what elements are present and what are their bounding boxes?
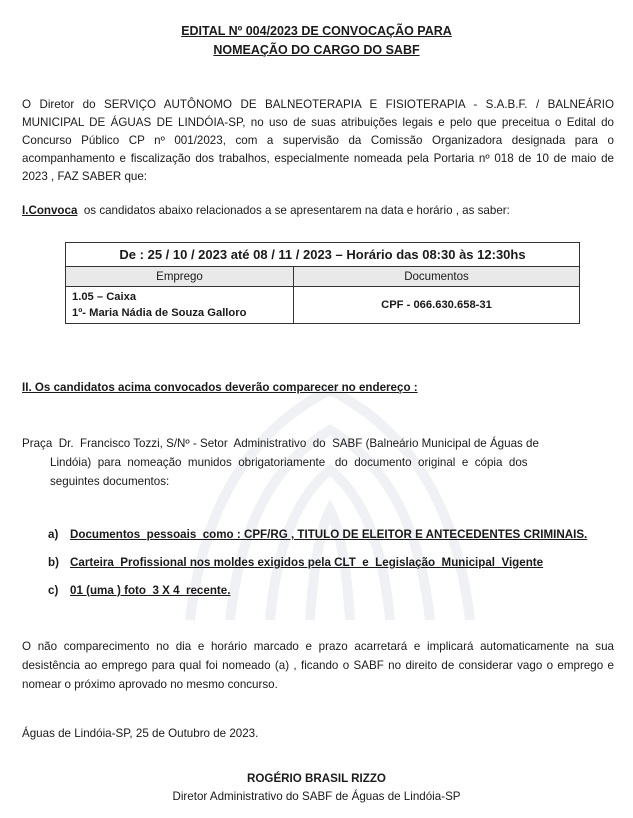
item-letter: b) xyxy=(48,556,59,569)
item-letter: c) xyxy=(48,584,59,597)
list-item xyxy=(48,584,230,597)
place-date: Águas de Lindóia-SP, 25 de Outubro de 2023. xyxy=(22,727,259,740)
address-paragraph xyxy=(22,434,614,491)
title-line-1: EDITAL Nº 004/2023 DE CONVOCAÇÃO PARA xyxy=(181,24,452,38)
emprego-position: 1.05 – Caixa xyxy=(72,291,137,303)
column-header-documentos: Documentos xyxy=(294,267,580,287)
schedule-table xyxy=(65,242,580,324)
list-item xyxy=(48,528,587,541)
convoca-text: os candidatos abaixo relacionados a se apresentarem na data e horário , as saber: xyxy=(77,204,510,217)
signature-block xyxy=(0,770,633,806)
column-header-emprego: Emprego xyxy=(66,267,294,287)
address-line-1: Praça Dr. Francisco Tozzi, S/Nº - Setor Administrativo do SABF (Balneário Municipal de Águas de xyxy=(22,437,539,450)
signer-name: ROGÉRIO BRASIL RIZZO xyxy=(247,772,386,785)
convoca-line xyxy=(22,204,510,217)
intro-paragraph: O Diretor do SERVIÇO AUTÔNOMO DE BALNEOTERAPIA E FISIOTERAPIA - S.A.B.F. / BALNEÁRIO MUNICIPAL DE ÁGUAS DE LINDÓIA-SP, no uso de suas atribuições legais e pelo que preceitua o Edital do Concurso Público CP nº 001/2023, com a supervisão da Comissão Organizadora designada para o acompanhamento e fiscalização dos trabalhos, especialmente nomeada pela Portaria nº 018 de 10 de maio de 2023 , FAZ SABER que: xyxy=(22,98,614,183)
emprego-candidate: 1º- Maria Nádia de Souza Galloro xyxy=(72,307,247,319)
warning-paragraph: O não comparecimento no dia e horário marcado e prazo acarretará e implicará automaticamente na sua desistência ao emprego para qual foi nomeado (a) , ficando o SABF no direito de considerar vago o emprego e nomear o próximo aprovado no mesmo concurso. xyxy=(22,640,614,691)
emprego-cell xyxy=(66,287,294,324)
item-text: 01 (uma ) foto 3 X 4 recente. xyxy=(70,584,231,597)
table-row xyxy=(66,287,580,324)
document-title xyxy=(0,22,633,60)
address-line-3: seguintes documentos: xyxy=(50,475,170,488)
signer-role: Diretor Administrativo do SABF de Águas de Lindóia-SP xyxy=(172,790,461,803)
convoca-lead: I.Convoca xyxy=(22,204,78,217)
address-line-2: Lindóia) para nomeação munidos obrigatoriamente do documento original e cópia dos xyxy=(50,456,528,469)
item-letter: a) xyxy=(48,528,59,541)
title-line-2: NOMEAÇÃO DO CARGO DO SABF xyxy=(213,43,420,57)
list-item xyxy=(48,556,543,569)
schedule-date-header: De : 25 / 10 / 2023 até 08 / 11 / 2023 – Horário das 08:30 às 12:30hs xyxy=(66,243,580,267)
documentos-cell: CPF - 066.630.658-31 xyxy=(294,287,580,324)
item-text: Carteira Profissional nos moldes exigidos pela CLT e Legislação Municipal Vigente xyxy=(70,556,544,569)
item-text: Documentos pessoais como : CPF/RG , TITULO DE ELEITOR E ANTECEDENTES CRIMINAIS. xyxy=(70,528,588,541)
section-2-heading: II. Os candidatos acima convocados deverão comparecer no endereço : xyxy=(22,381,418,394)
